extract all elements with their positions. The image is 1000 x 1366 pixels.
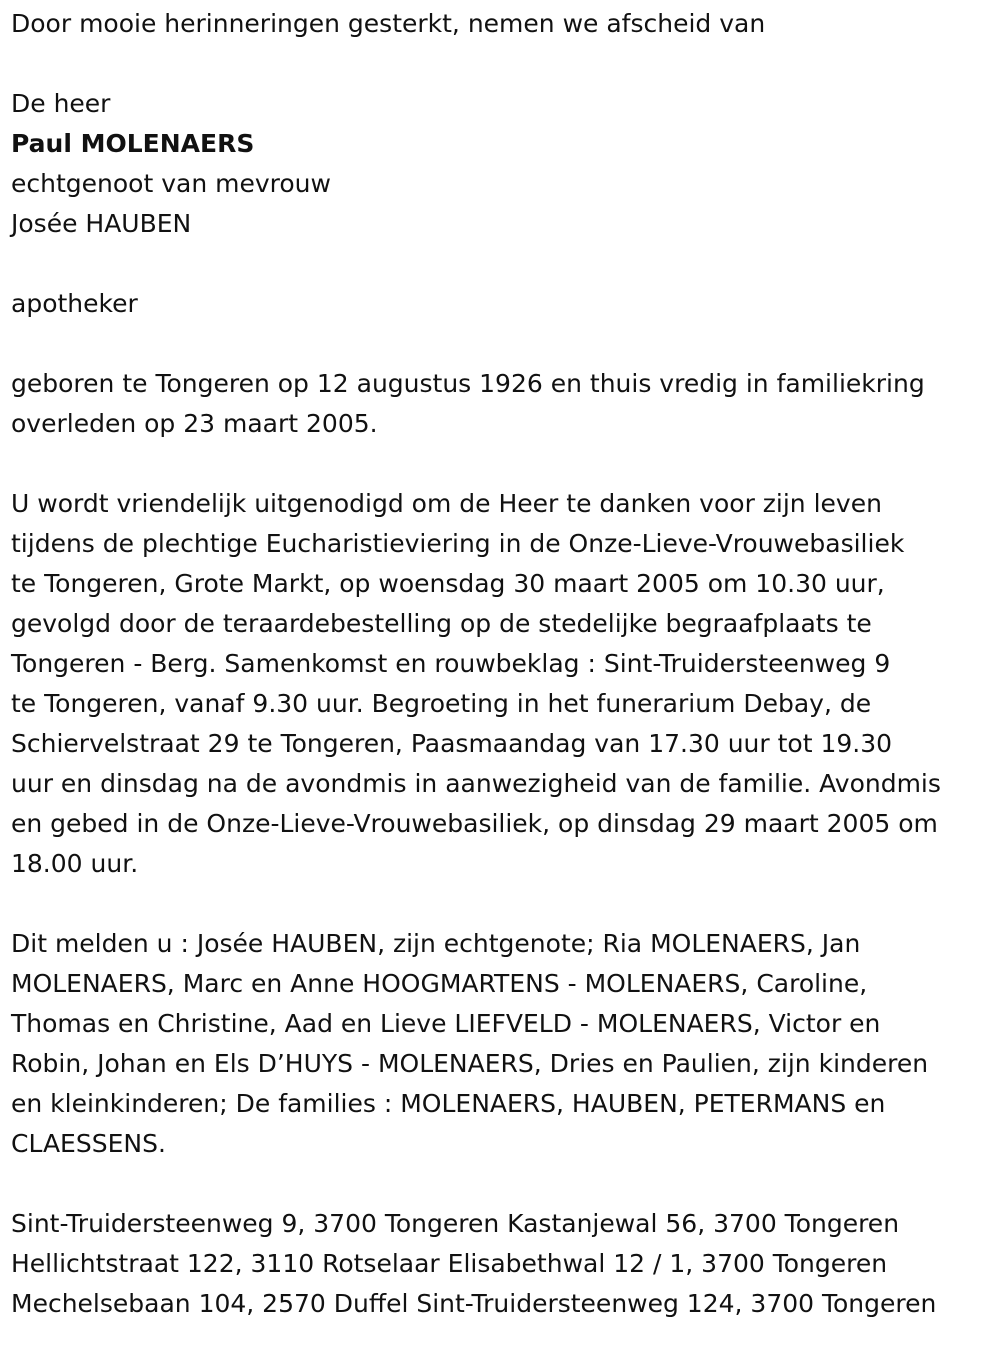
paragraph-line: gevolgd door de teraardebestelling op de stedelijke begraafplaats te <box>11 609 872 638</box>
paragraph-line: U wordt vriendelijk uitgenodigd om de Heer te danken voor zijn leven <box>11 489 882 518</box>
spacer <box>11 244 996 284</box>
intro-text: Door mooie herinneringen gesterkt, nemen we afscheid van <box>11 9 766 38</box>
address-line: Hellichtstraat 122, 3110 Rotselaar Elisabethwal 12 / 1, 3700 Tongeren <box>11 1249 888 1278</box>
family-paragraph <box>11 924 996 1164</box>
spacer <box>11 44 996 84</box>
paragraph-line: Dit melden u : Josée HAUBEN, zijn echtgenote; Ria MOLENAERS, Jan <box>11 929 861 958</box>
paragraph-line: 18.00 uur. <box>11 849 139 878</box>
spouse-label: echtgenoot van mevrouw <box>11 169 331 198</box>
paragraph-line: MOLENAERS, Marc en Anne HOOGMARTENS - MOLENAERS, Caroline, <box>11 969 868 998</box>
paragraph-line: Robin, Johan en Els D’HUYS - MOLENAERS, Dries en Paulien, zijn kinderen <box>11 1049 929 1078</box>
spacer <box>11 884 996 924</box>
spacer <box>11 1164 996 1204</box>
spouse-name: Josée HAUBEN <box>11 209 192 238</box>
addresses-paragraph <box>11 1204 996 1324</box>
paragraph-line: en gebed in de Onze-Lieve-Vrouwebasiliek, op dinsdag 29 maart 2005 om <box>11 809 938 838</box>
spacer <box>11 324 996 364</box>
paragraph-line: overleden op 23 maart 2005. <box>11 409 378 438</box>
paragraph-line: geboren te Tongeren op 12 augustus 1926 en thuis vredig in familiekring <box>11 369 925 398</box>
invitation-paragraph <box>11 484 996 884</box>
birth-death-paragraph <box>11 364 996 444</box>
paragraph-line: Thomas en Christine, Aad en Lieve LIEFVELD - MOLENAERS, Victor en <box>11 1009 881 1038</box>
deceased-name: Paul MOLENAERS <box>11 129 255 158</box>
paragraph-line: te Tongeren, Grote Markt, op woensdag 30 maart 2005 om 10.30 uur, <box>11 569 885 598</box>
obituary-notice <box>11 4 996 1324</box>
paragraph-line: te Tongeren, vanaf 9.30 uur. Begroeting in het funerarium Debay, de <box>11 689 872 718</box>
paragraph-line: Tongeren - Berg. Samenkomst en rouwbeklag : Sint-Truidersteenweg 9 <box>11 649 891 678</box>
paragraph-line: Schiervelstraat 29 te Tongeren, Paasmaandag van 17.30 uur tot 19.30 <box>11 729 893 758</box>
paragraph-line: tijdens de plechtige Eucharistieviering in de Onze-Lieve-Vrouwebasiliek <box>11 529 905 558</box>
title-prefix: De heer <box>11 89 111 118</box>
address-line: Sint-Truidersteenweg 9, 3700 Tongeren Kastanjewal 56, 3700 Tongeren <box>11 1209 900 1238</box>
spacer <box>11 444 996 484</box>
address-line: Mechelsebaan 104, 2570 Duffel Sint-Truidersteenweg 124, 3700 Tongeren <box>11 1289 937 1318</box>
paragraph-line: CLAESSENS. <box>11 1129 166 1158</box>
paragraph-line: uur en dinsdag na de avondmis in aanwezigheid van de familie. Avondmis <box>11 769 941 798</box>
paragraph-line: en kleinkinderen; De families : MOLENAERS, HAUBEN, PETERMANS en <box>11 1089 886 1118</box>
profession: apotheker <box>11 289 138 318</box>
